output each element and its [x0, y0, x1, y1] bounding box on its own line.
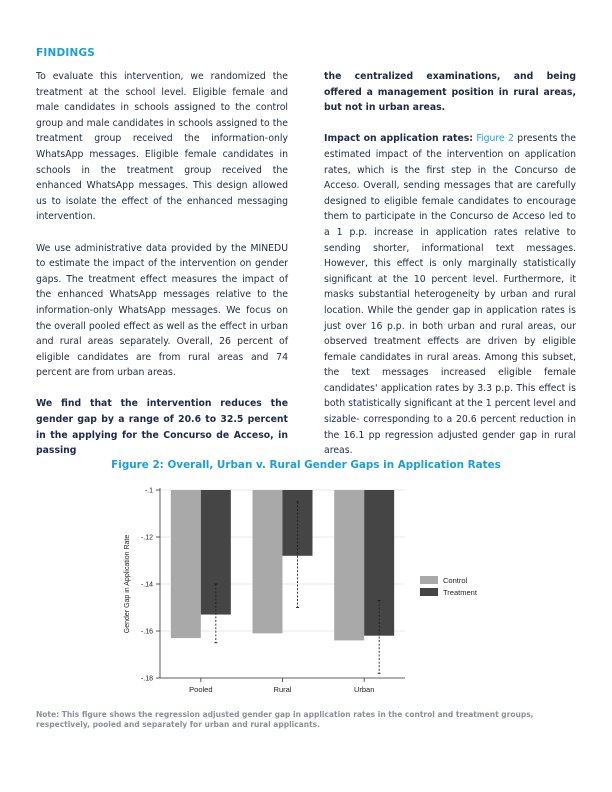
legend-label: Control	[443, 576, 468, 585]
x-tick-label: Rural	[273, 685, 292, 694]
y-tick-label: -.1	[144, 487, 153, 495]
x-tick-label: Pooled	[189, 685, 213, 694]
figure-note: Note: This figure shows the regression adjusted gender gap in application rates in the control and treatment groups, respectively, pooled and separately for urban and rural applicants.	[36, 710, 534, 729]
y-axis-label: Gender Gap in Application Rate	[124, 534, 131, 634]
legend-swatch	[420, 576, 438, 584]
application-rates-label: Impact on application rates:	[324, 133, 474, 145]
paragraph-data: We use administrative data provided by the MINEDU to estimate the impact of the intervention on gender gaps. The treatment effect measures the impact of the enhanced WhatsApp messages relative to the information-only WhatsApp messages. We focus on the overall pooled effect as well as the effect in urban and rural areas separately. Overall, 26 percent of eligible candidates are from rural areas and 74 percent are from urban areas.	[36, 242, 288, 379]
paragraph-evaluation: To evaluate this intervention, we randomized the treatment at the school level. Eligible female and male candidates in schools assigned to the control group and male candidates in schools assigned to the treatment group received the information-only WhatsApp messages. Eligible female candidates in schools in the treatment group received the enhanced WhatsApp messages. This design allowed us to isolate the effect of the enhanced messaging intervention.	[36, 71, 288, 223]
x-tick-label: Urban	[353, 685, 375, 694]
figure-2-link[interactable]: Figure 2	[476, 133, 514, 145]
paragraph-application-rates	[324, 131, 576, 458]
y-tick-label: -.18	[140, 675, 153, 683]
y-tick-label: -.14	[140, 581, 153, 589]
paragraph-key-finding: We find that the intervention reduces the gender gap by a range of 20.6 to 32.5 percent in the applying for the Concurso de Acceso, in passing	[36, 398, 288, 457]
y-tick-label: -.12	[140, 534, 153, 542]
paragraph-key-finding-cont: the centralized examinations, and being offered a management position in rural areas, but not in urban areas.	[324, 71, 576, 114]
legend-swatch	[420, 588, 438, 596]
right-column	[324, 69, 576, 474]
left-column	[36, 69, 288, 474]
figure-title: Figure 2: Overall, Urban v. Rural Gender Gaps in Application Rates	[111, 459, 501, 471]
bar-control-rural	[253, 490, 283, 633]
section-heading: FINDINGS	[36, 47, 96, 59]
legend-label: Treatment	[443, 588, 477, 597]
bar-chart	[115, 478, 495, 700]
bar-control-pooled	[171, 490, 201, 638]
bar-treatment-urban	[364, 490, 394, 636]
bar-control-urban	[334, 490, 364, 640]
application-rates-text: presents the estimated impact of the intervention on application rates, which is the first step in the Concurso de Acceso. Overall, sending messages that are carefully designed to eligible female candidates to encourage them to participate in the Concurso de Acceso led to a 1 p.p. increase in application rates relative to sending shorter, informational text messages. However, this effect is only marginally statistically significant at the 10 percent level. Furthermore, it masks substantial heterogeneity by urban and rural location. While the gender gap in application rates is just over 16 p.p. in both urban and rural areas, our observed treatment effects are driven by eligible female candidates in rural areas. Among this subset, the text messages increased eligible female candidates' application rates by 3.3 p.p. This effect is both statistically significant at the 1 percent level and sizable- corresponding to a 20.6 percent reduction in the 16.1 pp regression adjusted gender gap in rural areas.	[324, 133, 576, 457]
y-tick-label: -.16	[140, 628, 153, 636]
